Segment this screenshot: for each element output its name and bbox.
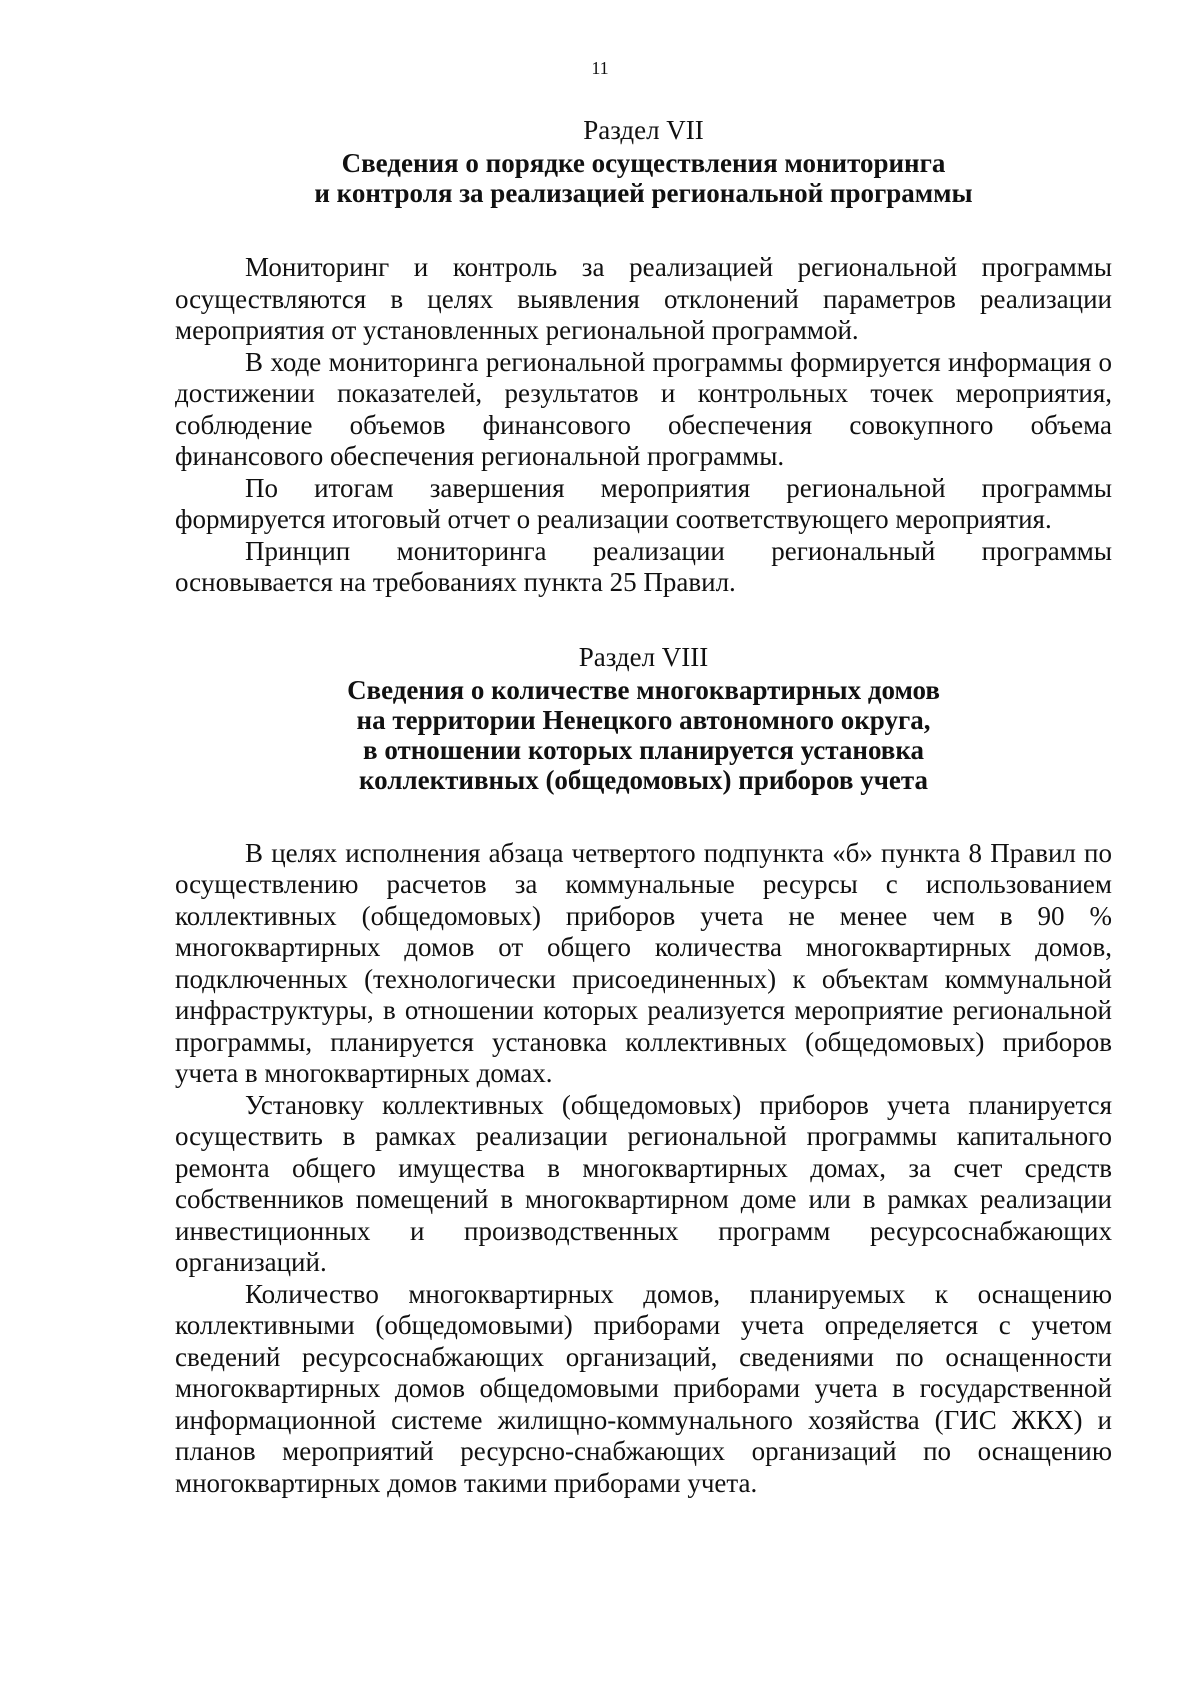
- section-7-title-line: и контроля за реализацией региональной программы: [314, 178, 973, 208]
- section-8-paragraphs: [175, 838, 1112, 1500]
- section-8-title-line: коллективных (общедомовых) приборов учета: [358, 764, 929, 795]
- section-7-label: Раздел VII: [583, 115, 704, 145]
- section-8-title: [175, 675, 1112, 795]
- paragraph: Мониторинг и контроль за реализацией региональной программы осуществляются в целях выявления отклонений параметров реализации мероприятия от установленных региональной программой.: [175, 252, 1112, 345]
- document-body: [175, 114, 1112, 1499]
- section-7: [175, 114, 1112, 599]
- paragraph: В целях исполнения абзаца четвертого подпункта «б» пункта 8 Правил по осуществлению расчетов за коммунальные ресурсы с использованием коллективных (общедомовых) приборов учета не менее чем в 90 % многоквартирных домов от общего количества многоквартирных домов, подключенных (технологически присоединенных) к объектам коммунальной инфраструктуры, в отношении которых реализуется мероприятие региональной программы, планируется установка коллективных (общедомовых) приборов учета в многоквартирных домах.: [175, 837, 1112, 1088]
- section-8-label: Раздел VIII: [578, 641, 709, 672]
- paragraph: В ходе мониторинга региональной программы формируется информация о достижении показателей, результатов и контрольных точек мероприятия, соблюдение объемов финансового обеспечения совокупного объема финансового обеспечения региональной программы.: [175, 346, 1112, 471]
- section-8: [175, 641, 1112, 1500]
- section-7-title-line: Сведения о порядке осуществления мониторинга: [341, 148, 946, 178]
- section-7-title: [175, 148, 1112, 208]
- section-8-title-line: Сведения о количестве многоквартирных домов: [347, 674, 940, 705]
- section-8-title-line: в отношении которых планируется установка: [362, 734, 924, 765]
- paragraph: Количество многоквартирных домов, планируемых к оснащению коллективными (общедомовыми) приборами учета определяется с учетом сведений ресурсоснабжающих организаций, сведениями по оснащенности многоквартирных домов общедомовыми приборами учета в государственной информационной системе жилищно-коммунального хозяйства (ГИС ЖКХ) и планов мероприятий ресурсно-снабжающих организаций по оснащению многоквартирных домов такими приборами учета.: [175, 1278, 1112, 1498]
- section-8-title-line: на территории Ненецкого автономного округа,: [356, 704, 931, 735]
- paragraph: Установку коллективных (общедомовых) приборов учета планируется осуществить в рамках реализации региональной программы капитального ремонта общего имущества в многоквартирных домах, за счет средств собственников помещений в многоквартирном доме или в рамках реализации инвестиционных и производственных программ ресурсоснабжающих организаций.: [175, 1089, 1112, 1277]
- page-number: 11: [591, 58, 609, 78]
- paragraph: По итогам завершения мероприятия региональной программы формируется итоговый отчет о реализации соответствующего мероприятия.: [175, 472, 1112, 534]
- section-7-paragraphs: [175, 252, 1112, 599]
- paragraph: Принцип мониторинга реализации региональный программы основывается на требованиях пункта 25 Правил.: [175, 535, 1112, 597]
